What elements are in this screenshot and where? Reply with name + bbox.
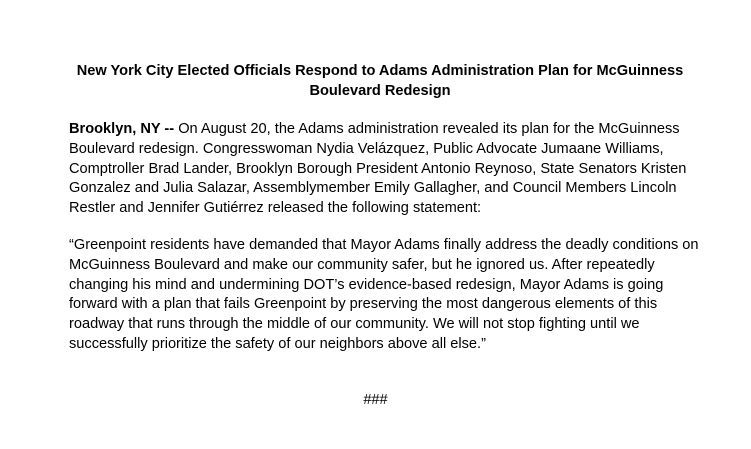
intro-paragraph: [69, 120, 699, 219]
end-mark: ###: [363, 392, 388, 408]
page-title: New York City Elected Officials Respond to Adams Administration Plan for McGuinness Boulevard Redesign: [76, 63, 684, 99]
statement-quote: “Greenpoint residents have demanded that Mayor Adams finally address the deadly conditions on McGuinness Boulevard and make our community safer, but he ignored us. After repeatedly changing his mind and undermining DOT’s evidence-based redesign, Mayor Adams is going forward with a plan that fails Greenpoint by preserving the most dangerous elements of this roadway that runs through the middle of our community. We will not stop fighting until we successfully prioritize the safety of our neighbors above all else.”: [69, 237, 699, 352]
dateline: Brooklyn, NY --: [69, 121, 175, 137]
intro-text: On August 20, the Adams administration revealed its plan for the McGuinness Boulevard redesign. Congresswoman Nydia Velázquez, Public Advocate Jumaane Williams, Comptroller Brad Lander, Brooklyn Borough President Antonio Reynoso, State Senators Kristen Gonzalez and Julia Salazar, Assemblymember Emily Gallagher, and Council Members Lincoln Restler and Jennifer Gutiérrez released the following statement:: [69, 121, 687, 217]
